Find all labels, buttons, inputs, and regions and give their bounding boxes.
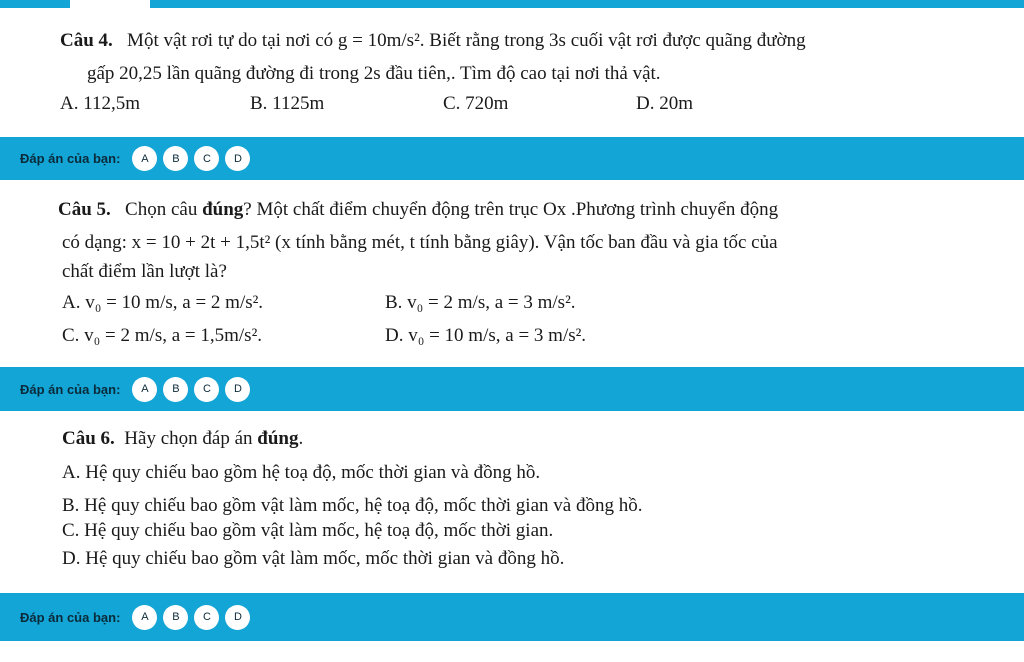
q5-choice-a: A. v₀ = 10 m/s, a = 2 m/s². — [62, 292, 264, 313]
q4-choice-a: A. 112,5m — [60, 93, 141, 114]
q6-choice-c: C. Hệ quy chiếu bao gồm vật làm mốc, hệ toạ độ, mốc thời gian. — [62, 520, 554, 541]
q4-line2: gấp 20,25 lần quãng đường đi trong 2s đầu tiên,. Tìm độ cao tại nơi thả vật. — [87, 63, 661, 84]
q6-answer-d-button[interactable]: D — [225, 605, 250, 630]
answer-bar-label: Đáp án của bạn: — [20, 609, 121, 625]
q4-number: Câu 4. — [60, 30, 113, 51]
answer-bar-q6 — [0, 593, 1024, 641]
q5-line2: có dạng: x = 10 + 2t + 1,5t² (x tính bằng mét, t tính bằng giây). Vận tốc ban đầu và gia tốc của — [62, 232, 778, 253]
q4-answer-a-button[interactable]: A — [132, 146, 157, 171]
q4-line1 — [60, 29, 806, 53]
q4-text-1: Một vật rơi tự do tại nơi có g = 10m/s². Biết rằng trong 3s cuối vật rơi được quãng đường — [127, 30, 806, 51]
q6-text-1a: Hãy chọn đáp án — [124, 428, 253, 449]
q6-answer-b-button[interactable]: B — [163, 605, 188, 630]
q5-text-1a: Chọn câu — [125, 199, 198, 220]
q5-text-1b: đúng — [202, 199, 244, 220]
q5-answer-c-button[interactable]: C — [194, 377, 219, 402]
q5-choice-c: C. v₀ = 2 m/s, a = 1,5m/s². — [62, 325, 263, 346]
q6-answer-a-button[interactable]: A — [132, 605, 157, 630]
q6-number: Câu 6. — [62, 428, 115, 449]
q5-number: Câu 5. — [58, 199, 111, 220]
q4-answer-b-button[interactable]: B — [163, 146, 188, 171]
q6-choice-d: D. Hệ quy chiếu bao gồm vật làm mốc, mốc thời gian và đồng hồ. — [62, 548, 565, 569]
answer-bar-label: Đáp án của bạn: — [20, 381, 121, 397]
q6-text-1c: . — [298, 428, 304, 449]
q5-choice-b: B. v₀ = 2 m/s, a = 3 m/s². — [385, 292, 576, 313]
q6-text-1b: đúng — [257, 428, 299, 449]
q5-text-1c: ? Một chất điểm chuyển động trên trục Ox .Phương trình chuyển động — [243, 199, 779, 220]
q4-answer-d-button[interactable]: D — [225, 146, 250, 171]
q4-choice-b: B. 1125m — [250, 93, 325, 114]
top-strip-gap — [70, 0, 150, 8]
q6-answer-c-button[interactable]: C — [194, 605, 219, 630]
q6-line1 — [62, 427, 303, 451]
answer-bar-q4 — [0, 137, 1024, 180]
q5-answer-d-button[interactable]: D — [225, 377, 250, 402]
q4-choice-d: D. 20m — [636, 93, 693, 114]
q5-line1 — [58, 198, 778, 222]
q4-answer-c-button[interactable]: C — [194, 146, 219, 171]
q5-answer-a-button[interactable]: A — [132, 377, 157, 402]
q6-choice-b: B. Hệ quy chiếu bao gồm vật làm mốc, hệ toạ độ, mốc thời gian và đồng hồ. — [62, 495, 643, 516]
q5-choice-d: D. v₀ = 10 m/s, a = 3 m/s². — [385, 325, 587, 346]
answer-bar-q5 — [0, 367, 1024, 411]
q5-answer-b-button[interactable]: B — [163, 377, 188, 402]
top-strip — [0, 0, 1024, 8]
q5-line3: chất điểm lần lượt là? — [62, 261, 227, 282]
q4-choice-c: C. 720m — [443, 93, 509, 114]
q6-choice-a: A. Hệ quy chiếu bao gồm hệ toạ độ, mốc thời gian và đồng hồ. — [62, 462, 541, 483]
answer-bar-label: Đáp án của bạn: — [20, 151, 121, 166]
